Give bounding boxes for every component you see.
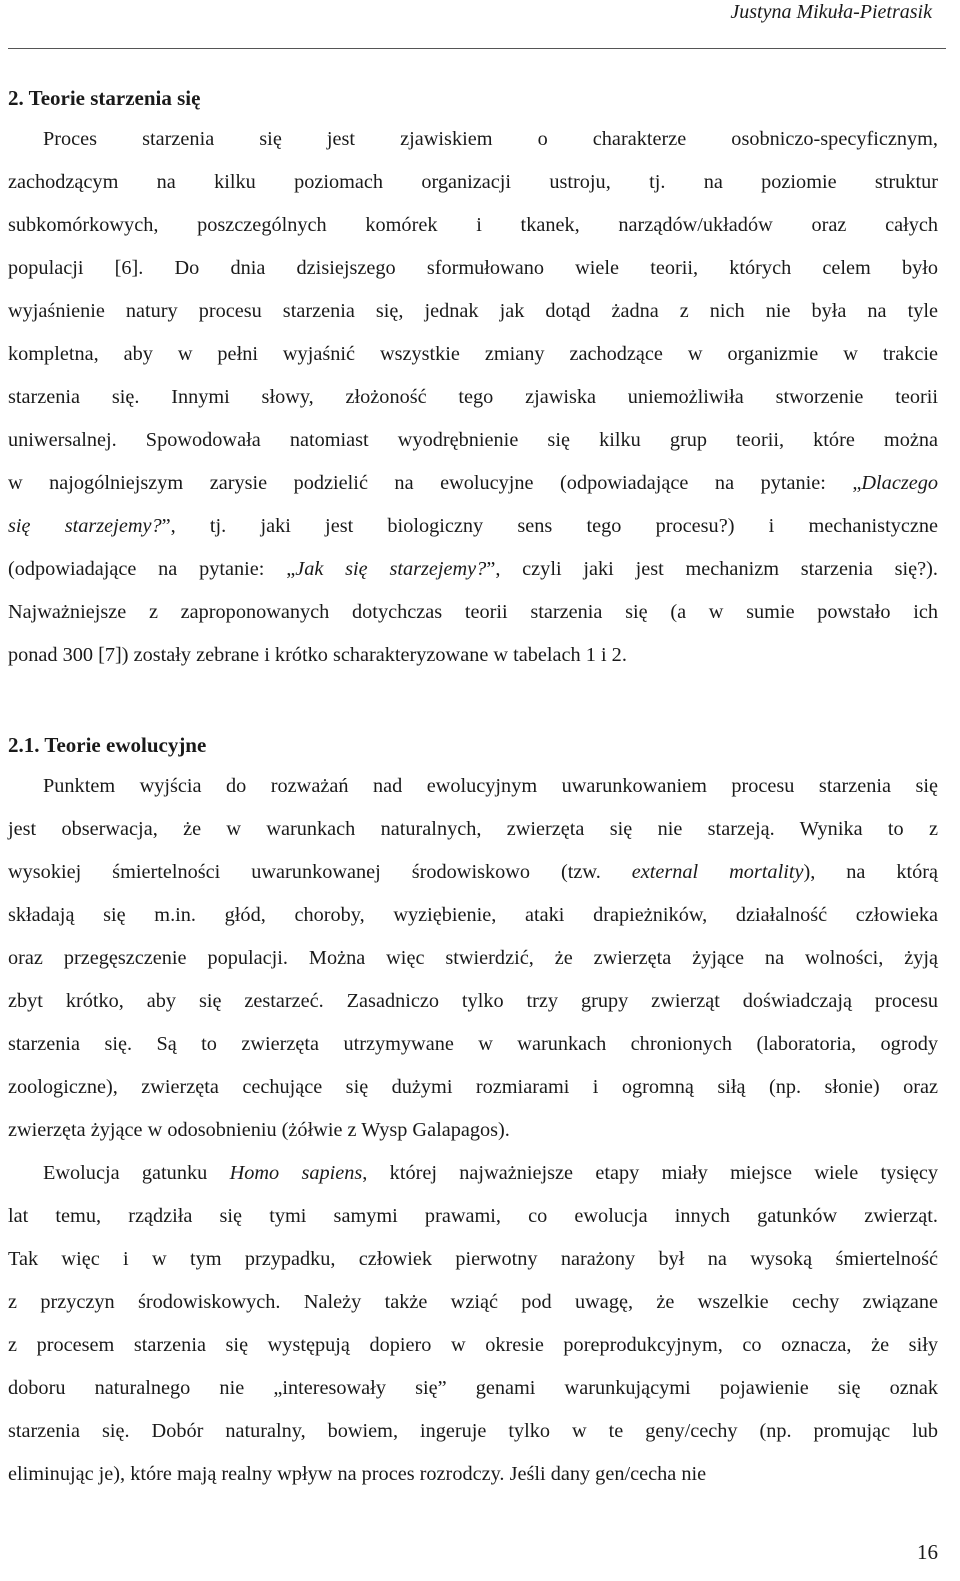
text-line: składają się m.in. głód, choroby, wyziębienie, ataki drapieżników, działalność człowieka	[8, 904, 938, 926]
text-line: (odpowiadające na pytanie: „Jak się starzejemy?”, czyli jaki jest mechanizm starzenia się?).	[8, 558, 938, 580]
text-line: wysokiej śmiertelności uwarunkowanej środowiskowo (tzw. external mortality), na którą	[8, 861, 939, 883]
text-line: starzenia się. Dobór naturalny, bowiem, ingeruje tylko w te geny/cechy (np. promując lub	[8, 1420, 938, 1442]
text-line: subkomórkowych, poszczególnych komórek i tkanek, narządów/układów oraz całych	[8, 214, 938, 236]
text-line: Tak więc i w tym przypadku, człowiek pierwotny narażony był na wysoką śmiertelność	[8, 1248, 938, 1270]
text-line: z procesem starzenia się występują dopiero w okresie poreprodukcyjnym, co oznacza, że siły	[8, 1334, 938, 1356]
subsection-paragraph-1	[8, 765, 938, 1152]
text-line: lat temu, rządziła się tymi samymi prawami, co ewolucja innych gatunków zwierząt.	[8, 1205, 938, 1227]
section-heading: 2. Teorie starzenia się	[8, 86, 201, 110]
subsection-paragraph-2	[8, 1152, 938, 1496]
page-number: 16	[917, 1540, 938, 1564]
text-line: ponad 300 [7]) zostały zebrane i krótko scharakteryzowane w tabelach 1 i 2.	[8, 644, 627, 666]
text-line: starzenia się. Innymi słowy, złożoność tego zjawiska uniemożliwiła stworzenie teorii	[8, 386, 938, 408]
section-paragraph-1	[8, 118, 938, 677]
header-divider	[8, 48, 946, 49]
running-header-author: Justyna Mikuła-Pietrasik	[730, 1, 932, 23]
text-line: Najważniejsze z zaproponowanych dotychczas teorii starzenia się (a w sumie powstało ich	[8, 601, 938, 623]
text-line: eliminując je), które mają realny wpływ na proces rozrodczy. Jeśli dany gen/cecha nie	[8, 1463, 707, 1485]
text-line: zachodzącym na kilku poziomach organizacji ustroju, tj. na poziomie struktur	[8, 171, 938, 193]
text-line: jest obserwacja, że w warunkach naturalnych, zwierzęta się nie starzeją. Wynika to z	[8, 818, 938, 840]
text-line: Punktem wyjścia do rozważań nad ewolucyjnym uwarunkowaniem procesu starzenia się	[43, 775, 938, 797]
subsection-heading: 2.1. Teorie ewolucyjne	[8, 733, 207, 757]
text-line: się starzejemy?”, tj. jaki jest biologiczny sens tego procesu?) i mechanistyczne	[8, 515, 938, 537]
text-line: doboru naturalnego nie „interesowały się” genami warunkującymi pojawienie się oznak	[8, 1377, 938, 1399]
text-line: oraz przegęszczenie populacji. Można więc stwierdzić, że zwierzęta żyjące na wolności, żyją	[8, 947, 938, 969]
text-line: uniwersalnej. Spowodowała natomiast wyodrębnienie się kilku grup teorii, które można	[8, 429, 938, 451]
text-line: z przyczyn środowiskowych. Należy także wziąć pod uwagę, że wszelkie cechy związane	[8, 1291, 938, 1313]
text-line: zbyt krótko, aby się zestarzeć. Zasadniczo tylko trzy grupy zwierząt doświadczają procesu	[8, 990, 938, 1012]
text-line: w najogólniejszym zarysie podzielić na ewolucyjne (odpowiadające na pytanie: „Dlaczego	[8, 472, 938, 494]
text-line: zoologiczne), zwierzęta cechujące się dużymi rozmiarami i ogromną siłą (np. słonie) oraz	[8, 1076, 938, 1098]
text-line: Ewolucja gatunku Homo sapiens, której najważniejsze etapy miały miejsce wiele tysięcy	[43, 1162, 938, 1184]
text-line: Proces starzenia się jest zjawiskiem o charakterze osobniczo-specyficznym,	[43, 128, 938, 150]
text-line: wyjaśnienie natury procesu starzenia się, jednak jak dotąd żadna z nich nie była na tyle	[8, 300, 938, 322]
text-line: zwierzęta żyjące w odosobnieniu (żółwie z Wysp Galapagos).	[8, 1119, 510, 1141]
text-line: starzenia się. Są to zwierzęta utrzymywane w warunkach chronionych (laboratoria, ogrody	[8, 1033, 938, 1055]
text-line: kompletna, aby w pełni wyjaśnić wszystkie zmiany zachodzące w organizmie w trakcie	[8, 343, 938, 365]
text-line: populacji [6]. Do dnia dzisiejszego sformułowano wiele teorii, których celem było	[8, 257, 938, 279]
